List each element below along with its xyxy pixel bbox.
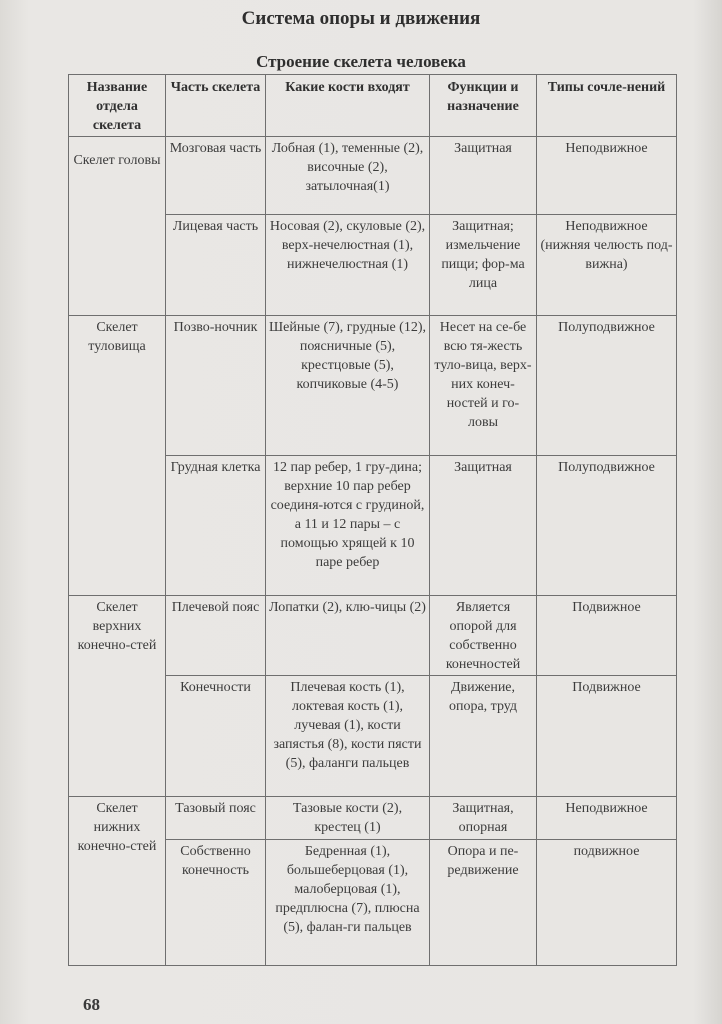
header-function: Функции и назначение — [430, 75, 537, 137]
page-number: 68 — [83, 995, 100, 1014]
part-cell: Тазовый пояс — [166, 797, 266, 840]
bones-cell: Бедренная (1), большеберцовая (1), малоберцовая (1), предплюсна (7), плюсна (5), фалан-ги пальцев — [266, 840, 430, 966]
part-cell: Мозговая часть — [166, 137, 266, 215]
joint-cell: Неподвижное — [537, 137, 677, 215]
bones-cell: Носовая (2), скуловые (2), верх-нечелюстная (1), нижнечелюстная (1) — [266, 215, 430, 316]
part-cell: Лицевая часть — [166, 215, 266, 316]
function-cell: Является опорой для собственно конечностей — [430, 596, 537, 676]
section-cell: Скелет головы — [69, 137, 166, 316]
table-title: Строение скелета человека — [256, 52, 466, 71]
section-cell: Скелет верхних конечно-стей — [69, 596, 166, 797]
header-section: Название отдела скелета — [69, 75, 166, 137]
bones-cell: Плечевая кость (1), локтевая кость (1), лучевая (1), кости запястья (8), кости пясти (5), фаланги пальцев — [266, 676, 430, 797]
table-row — [69, 797, 677, 840]
section-cell: Скелет нижних конечно-стей — [69, 797, 166, 966]
joint-cell: Полуподвижное — [537, 456, 677, 596]
bones-cell: 12 пар ребер, 1 гру-дина; верхние 10 пар ребер соединя-ются с грудиной, а 11 и 12 пары – с помощью хрящей к 10 паре ребер — [266, 456, 430, 596]
function-cell: Защитная — [430, 137, 537, 215]
bones-cell: Шейные (7), грудные (12), поясничные (5), крестцовые (5), копчиковые (4-5) — [266, 316, 430, 456]
function-cell: Защитная — [430, 456, 537, 596]
page-title: Система опоры и движения — [241, 8, 481, 29]
bones-cell: Лопатки (2), клю-чицы (2) — [266, 596, 430, 676]
table-header-row — [69, 75, 677, 137]
header-joint: Типы сочле-нений — [537, 75, 677, 137]
skeleton-table — [68, 74, 677, 966]
part-cell: Грудная клетка — [166, 456, 266, 596]
function-cell: Опора и пе-редвижение — [430, 840, 537, 966]
header-bones: Какие кости входят — [266, 75, 430, 137]
table-row — [69, 596, 677, 676]
function-cell: Защитная; измельчение пищи; фор-ма лица — [430, 215, 537, 316]
joint-cell: подвижное — [537, 840, 677, 966]
bones-cell: Лобная (1), теменные (2), височные (2), затылочная(1) — [266, 137, 430, 215]
joint-cell: Подвижное — [537, 676, 677, 797]
function-cell: Защитная, опорная — [430, 797, 537, 840]
joint-cell: Неподвижное (нижняя челюсть под-вижна) — [537, 215, 677, 316]
joint-cell: Полуподвижное — [537, 316, 677, 456]
part-cell: Плечевой пояс — [166, 596, 266, 676]
part-cell: Конечности — [166, 676, 266, 797]
section-cell: Скелет туловища — [69, 316, 166, 596]
table-row — [69, 137, 677, 215]
bones-cell: Тазовые кости (2), крестец (1) — [266, 797, 430, 840]
joint-cell: Подвижное — [537, 596, 677, 676]
part-cell: Позво-ночник — [166, 316, 266, 456]
header-part: Часть скелета — [166, 75, 266, 137]
function-cell: Движение, опора, труд — [430, 676, 537, 797]
joint-cell: Неподвижное — [537, 797, 677, 840]
function-cell: Несет на се-бе всю тя-жесть туло-вица, верх-них конеч-ностей и го-ловы — [430, 316, 537, 456]
table-row — [69, 316, 677, 456]
part-cell: Собственно конечность — [166, 840, 266, 966]
